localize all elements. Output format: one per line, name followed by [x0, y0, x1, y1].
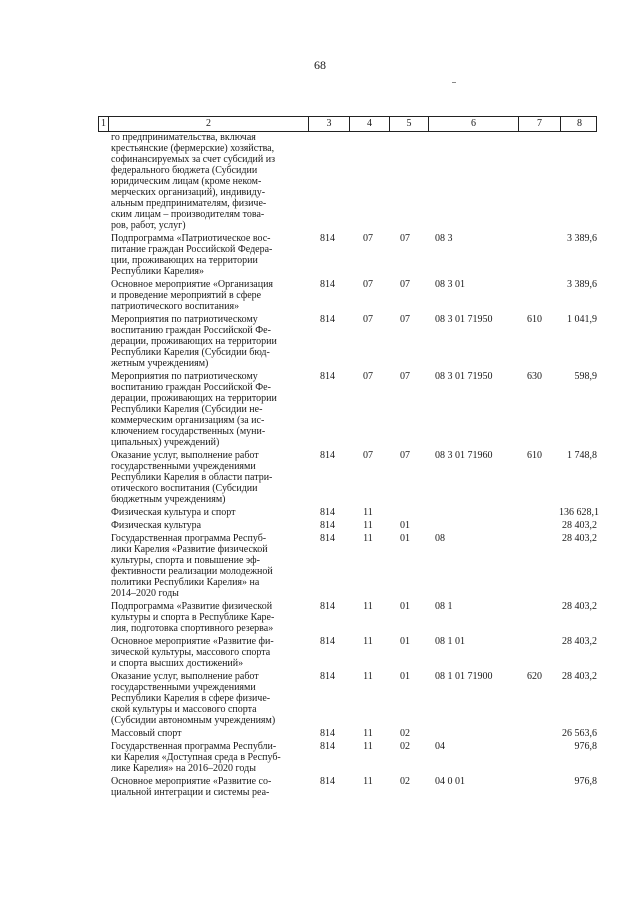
- row-section: 11: [363, 601, 373, 612]
- page-number: 68: [314, 58, 326, 72]
- row-target-article: [427, 728, 517, 739]
- header-col-5: 5: [389, 117, 428, 131]
- row-section: 11: [363, 533, 373, 544]
- row-target-article: 08: [435, 533, 445, 544]
- row-target-article: [427, 132, 517, 231]
- row-expense-type: 610: [527, 314, 542, 325]
- row-target-article: 08 3 01 71950: [435, 371, 493, 382]
- row-code: 814: [320, 776, 335, 787]
- row-code: [307, 132, 348, 231]
- row-code: 814: [320, 314, 335, 325]
- scan-mark: [452, 82, 456, 83]
- table-row: [98, 520, 597, 531]
- row-amount: 28 403,2: [562, 671, 597, 682]
- row-subsection: 02: [400, 776, 410, 787]
- row-expense-type: [517, 520, 559, 531]
- row-name: Мероприятия по патриотическому воспитанию граждан Российской Фе- дерации, проживающих на территории Республики Карелия (Субсидии не- коммерческим организациям (за ис- ключением государственных (муни- ципальных) учреждений): [111, 371, 277, 448]
- row-target-article: 04: [435, 741, 445, 752]
- row-section: 07: [363, 450, 373, 461]
- row-subsection: 01: [400, 520, 410, 531]
- table-row: [98, 314, 597, 369]
- row-amount: 28 403,2: [562, 533, 597, 544]
- row-subsection: 07: [400, 314, 410, 325]
- row-section: 07: [363, 314, 373, 325]
- row-name: Подпрограмма «Развитие физической культуры и спорта в Республике Каре- лия, подготовка спортивного резерва»: [111, 601, 275, 634]
- row-code: 814: [320, 507, 335, 518]
- row-target-article: 08 3: [435, 233, 453, 244]
- table-row: [98, 371, 597, 448]
- row-section: 11: [363, 671, 373, 682]
- row-amount: 3 389,6: [567, 279, 597, 290]
- row-subsection: 07: [400, 371, 410, 382]
- header-col-2: 2: [108, 117, 308, 131]
- header-col-3: 3: [308, 117, 349, 131]
- table-row: [98, 279, 597, 312]
- row-amount: 3 389,6: [567, 233, 597, 244]
- row-code: 814: [320, 671, 335, 682]
- row-section: 11: [363, 507, 373, 518]
- row-amount: 1 041,9: [567, 314, 597, 325]
- row-amount: 136 628,1: [559, 507, 599, 518]
- row-name: Государственная программа Республи- ки Карелия «Доступная среда в Респуб- лике Карелия» на 2016–2020 годы: [111, 741, 281, 774]
- row-code: 814: [320, 233, 335, 244]
- row-section: 11: [363, 776, 373, 787]
- header-col-6: 6: [428, 117, 518, 131]
- row-section: 11: [363, 636, 373, 647]
- row-name: го предпринимательства, включая крестьянские (фермерские) хозяйства, софинансируемых за счет субсидий из федерального бюджета (Субсидии юридическим лицам (кроме неком- мерческих организаций), индивиду- альным предпринимателям, физиче- ским лицам – производителям това- ров, работ, услуг): [111, 132, 276, 231]
- row-expense-type: 620: [527, 671, 542, 682]
- row-section: 07: [363, 233, 373, 244]
- row-amount: 28 403,2: [562, 520, 597, 531]
- header-col-4: 4: [349, 117, 389, 131]
- row-code: 814: [320, 728, 335, 739]
- row-amount: 598,9: [574, 371, 597, 382]
- row-target-article: 08 3 01 71960: [435, 450, 493, 461]
- row-target-article: 08 3 01: [435, 279, 465, 290]
- row-target-article: [427, 507, 517, 518]
- row-name: Оказание услуг, выполнение работ государственными учреждениями Республики Карелия в области патри- отического воспитания (Субсидии бюджетным учреждениям): [111, 450, 273, 505]
- row-expense-type: [517, 233, 559, 277]
- table-row: [98, 507, 597, 518]
- row-expense-type: [517, 636, 559, 669]
- row-name: Физическая культура и спорт: [111, 507, 236, 518]
- row-name: Государственная программа Респуб- лики Карелия «Развитие физической культуры, спорта и повышение эф- фективности реализации молодежной политики Республики Карелия» на 2014–2020 годы: [111, 533, 273, 599]
- row-target-article: 04 0 01: [435, 776, 465, 787]
- row-expense-type: [517, 741, 559, 774]
- row-subsection: [388, 507, 427, 518]
- row-expense-type: [517, 601, 559, 634]
- row-section: 11: [363, 741, 373, 752]
- row-name: Основное мероприятие «Организация и проведение мероприятий в сфере патриотического воспитания»: [111, 279, 274, 312]
- row-name: Оказание услуг, выполнение работ государственными учреждениями Республики Карелия в сфере физиче- ской культуры и массового спорта (Субсидии автономным учреждениям): [111, 671, 276, 726]
- row-subsection: 01: [400, 636, 410, 647]
- row-subsection: 07: [400, 450, 410, 461]
- row-expense-type: [517, 776, 559, 798]
- budget-table: [98, 116, 597, 800]
- row-subsection: 07: [400, 279, 410, 290]
- row-amount: 28 403,2: [562, 636, 597, 647]
- row-amount: 26 563,6: [562, 728, 597, 739]
- row-section: 07: [363, 371, 373, 382]
- table-row: [98, 741, 597, 774]
- row-target-article: 08 3 01 71950: [435, 314, 493, 325]
- row-expense-type: 610: [527, 450, 542, 461]
- row-expense-type: [517, 728, 559, 739]
- header-col-7: 7: [518, 117, 560, 131]
- header-col-8: 8: [560, 117, 598, 131]
- row-expense-type: 630: [527, 371, 542, 382]
- row-name: Подпрограмма «Патриотическое вос- питание граждан Российской Федера- ции, проживающих на территории Республики Карелия»: [111, 233, 273, 277]
- row-target-article: 08 1 01: [435, 636, 465, 647]
- row-amount: 976,8: [574, 741, 597, 752]
- row-expense-type: [517, 533, 559, 599]
- table-row: [98, 233, 597, 277]
- row-amount: 1 748,8: [567, 450, 597, 461]
- row-target-article: 08 1 01 71900: [435, 671, 493, 682]
- row-subsection: 02: [400, 728, 410, 739]
- row-subsection: [388, 132, 427, 231]
- row-name: Мероприятия по патриотическому воспитанию граждан Российской Фе- дерации, проживающих на территории Республики Карелия (Субсидии бюд- жетным учреждениям): [111, 314, 277, 369]
- row-subsection: 01: [400, 601, 410, 612]
- row-amount: [559, 132, 597, 231]
- row-target-article: [427, 520, 517, 531]
- table-header: [98, 116, 597, 132]
- row-code: 814: [320, 450, 335, 461]
- row-name: Основное мероприятие «Развитие со- циальной интеграции и системы реа-: [111, 776, 272, 798]
- table-row: [98, 450, 597, 505]
- table-row: [98, 776, 597, 798]
- row-name: Основное мероприятие «Развитие фи- зической культуры, массового спорта и спорта высших достижений»: [111, 636, 274, 669]
- row-target-article: 08 1: [435, 601, 453, 612]
- row-name: Массовый спорт: [111, 728, 182, 739]
- table-row: [98, 671, 597, 726]
- row-name: Физическая культура: [111, 520, 202, 531]
- row-expense-type: [517, 279, 559, 312]
- header-col-1: 1: [101, 118, 106, 129]
- table-body: [98, 132, 597, 798]
- table-row: [98, 728, 597, 739]
- row-expense-type: [517, 132, 559, 231]
- row-subsection: 01: [400, 671, 410, 682]
- table-row: [98, 601, 597, 634]
- row-code: 814: [320, 533, 335, 544]
- row-subsection: 07: [400, 233, 410, 244]
- row-section: 11: [363, 520, 373, 531]
- row-code: 814: [320, 371, 335, 382]
- row-subsection: 02: [400, 741, 410, 752]
- table-row: [98, 132, 597, 231]
- table-row: [98, 636, 597, 669]
- row-section: 07: [363, 279, 373, 290]
- row-code: 814: [320, 520, 335, 531]
- row-code: 814: [320, 636, 335, 647]
- row-subsection: 01: [400, 533, 410, 544]
- row-section: [348, 132, 388, 231]
- row-expense-type: [517, 507, 559, 518]
- row-section: 11: [363, 728, 373, 739]
- table-row: [98, 533, 597, 599]
- row-code: 814: [320, 279, 335, 290]
- row-code: 814: [320, 741, 335, 752]
- row-code: 814: [320, 601, 335, 612]
- row-amount: 976,8: [574, 776, 597, 787]
- row-amount: 28 403,2: [562, 601, 597, 612]
